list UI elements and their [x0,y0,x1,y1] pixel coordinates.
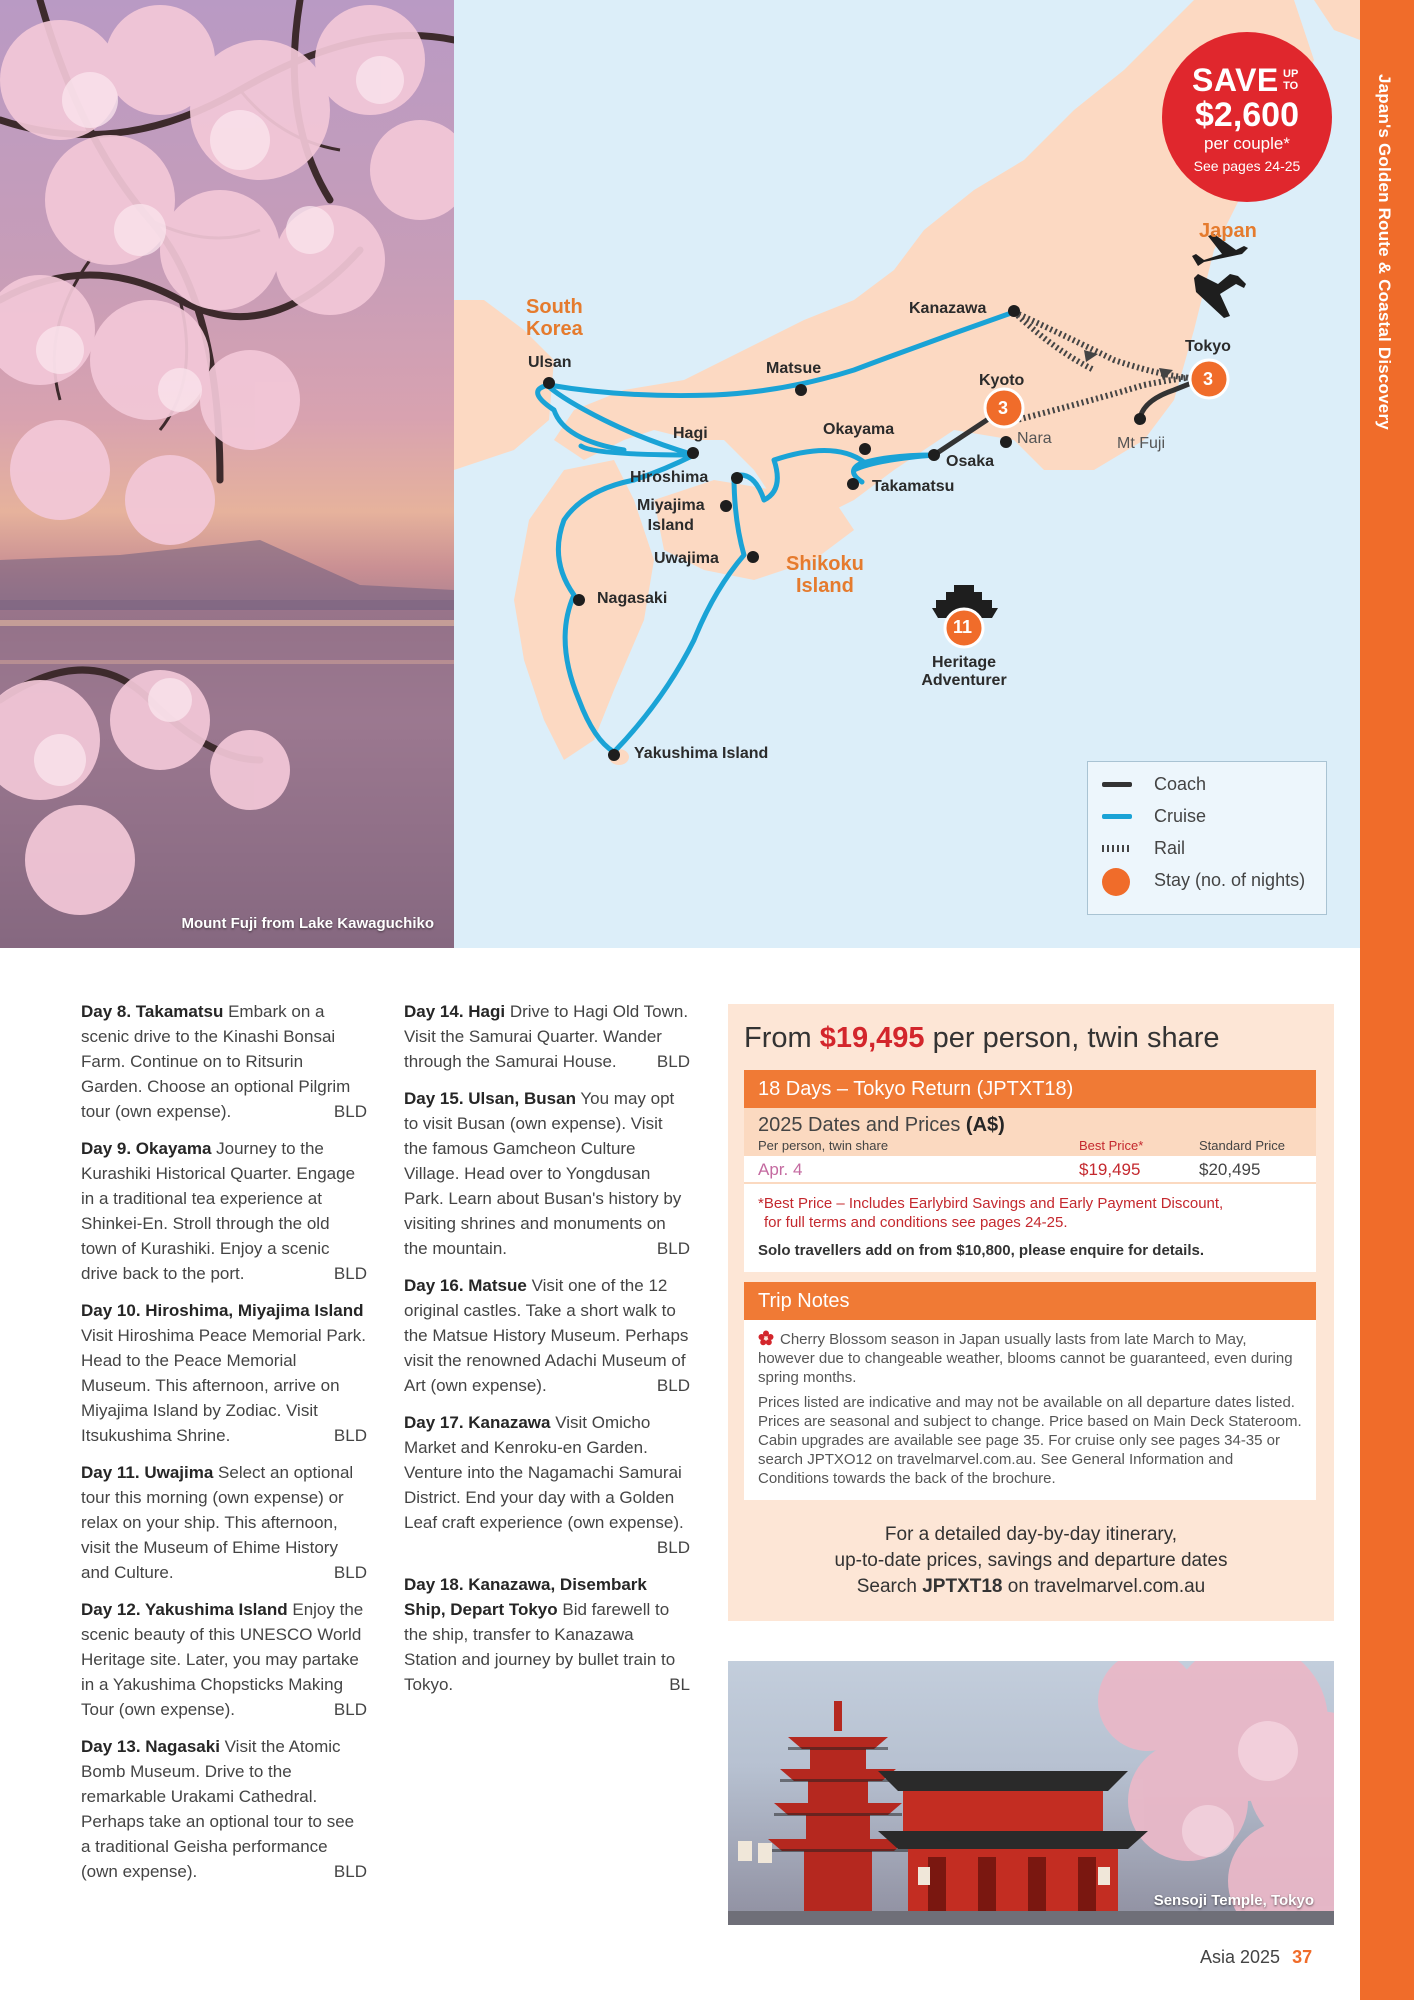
solo-note: Solo travellers add on from $10,800, please enquire for details. [758,1242,1204,1259]
day-meals: BLD [333,1700,367,1719]
section-title: Japan's Golden Route & Coastal Discovery [1375,74,1394,430]
day-title: Day 13. Nagasaki [81,1737,220,1756]
map-label-ulsan: Ulsan [528,354,572,371]
itinerary-day [404,1410,690,1560]
row-best-price: $19,495 [1079,1160,1141,1179]
map-label-nagasaki: Nagasaki [597,590,668,607]
trip-notes-panel [744,1320,1316,1500]
legend-rail: Rail [1100,836,1185,860]
badge-save: SAVE [1192,62,1279,98]
map-label-tokyo: Tokyo [1185,338,1231,355]
row-standard-price: $20,495 [1199,1160,1261,1179]
map-label-uwajima: Uwajima [654,550,719,567]
best-note-line-2: for full terms and conditions see pages 24-25. [764,1214,1068,1231]
cta-site-link[interactable]: on travelmarvel.com.au [1002,1576,1206,1597]
dates-title [758,1114,1005,1137]
trip-note-2: Prices listed are indicative and may not be available on all departure dates listed. Prices are seasonal and subject to change. Price based on Main Deck Stateroom. Cabin upgrades are available see page 35. For cruise only see pages 34-35 or search JPTXO12 on travelmarvel.com.au. See General Information and Conditions towards the back of the brochure. [758,1394,1302,1487]
trip-note-blossom [758,1330,1302,1387]
map-label-matsue: Matsue [766,360,822,377]
map-label-okayama: Okayama [823,421,895,438]
cta-search: Search [856,1576,923,1597]
legend-coach: Coach [1100,772,1206,796]
page-number: 37 [1292,1947,1313,1967]
map-label-hagi: Hagi [673,425,708,442]
price-amount: $19,495 [819,1022,925,1054]
day-title: Day 11. Uwajima [81,1463,214,1482]
map-label-nara: Nara [1017,430,1052,447]
badge-couple: per couple* [1203,134,1290,153]
day-text: You may opt to visit Busan (own expense). Visit the famous Gamcheon Culture Village. Head over to Yongdusan Park. Learn about Busan's history by visiting shrines and monuments on the mountain. [404,1089,682,1258]
legend-stay: Stay (no. of nights) [1100,868,1305,892]
day-meals: BL [669,1675,690,1694]
region-south-korea: South Korea [526,296,583,340]
badge-upto: UP TO [1283,68,1299,92]
itinerary-day [404,1086,690,1261]
day-title: Day 14. Hagi [404,1002,506,1021]
map-label-hiroshima: Hiroshima [630,469,709,486]
dates-prices-table [744,1108,1316,1272]
day-text: Visit Omicho Market and Kenroku-en Garden. Venture into the Nagamachi Samurai District. End your day with a Golden Leaf craft experience (own expense). [404,1413,684,1532]
stay-nights-ship: 11 [953,617,973,637]
col-per-person: Per person, twin share [758,1138,889,1153]
photo-caption: Mount Fuji from Lake Kawaguchiko [181,915,434,932]
trip-note-1: Cherry Blossom season in Japan usually lasts from late March to May, however due to changeable weather, blooms cannot be guaranteed, even during spring months. [758,1331,1293,1386]
itinerary-day [81,999,367,1124]
map-label-miyajima: Miyajima Island [637,497,705,534]
itinerary-day [404,1572,690,1697]
map-label-osaka: Osaka [946,453,995,470]
cherry-blossom-icon [758,1330,774,1346]
map-legend [1087,761,1327,915]
day-title: Day 8. Takamatsu [81,1002,224,1021]
region-shikoku: Shikoku Island [786,553,864,597]
route-map [454,0,1360,948]
day-meals: BLD [333,1563,367,1582]
map-label-kyoto: Kyoto [979,372,1025,389]
day-text: Journey to the Kurashiki Historical Quarter. Engage in a traditional tea experience at Shinkei-En. Stroll through the old town of Kurashiki. Enjoy a scenic drive back to the port. [81,1139,356,1283]
day-meals: BLD [333,1862,367,1881]
itinerary-day [81,1734,367,1884]
day-text: Drive to Hagi Old Town. Visit the Samurai Quarter. Wander through the Samurai House. [404,1002,689,1071]
day-meals: BLD [333,1102,367,1121]
trip-notes-bar: Trip Notes [744,1282,1316,1320]
table-row [744,1156,1316,1184]
day-text: Visit one of the 12 original castles. Take a short walk to the Matsue History Museum. Perhaps visit the renowned Adachi Museum of Art (own expense). [404,1276,689,1395]
section-side-bar [1360,0,1414,2000]
day-text: Visit the Atomic Bomb Museum. Drive to the remarkable Urakami Cathedral. Perhaps take an optional tour to see a traditional Geisha performance (own expense). [81,1737,355,1881]
day-title: Day 12. Yakushima Island [81,1600,288,1619]
itinerary-day [404,999,690,1074]
badge-amount: $2,600 [1195,96,1299,134]
cta-line-1: For a detailed day-by-day itinerary, [884,1524,1178,1545]
day-meals: BLD [656,1052,690,1071]
best-price-note [758,1194,1223,1232]
day-meals: BLD [333,1264,367,1283]
price-from: From [744,1022,820,1054]
ship-label: Heritage Adventurer [921,654,1007,689]
day-title: Day 18. Kanazawa, Disembark Ship, Depart Tokyo [404,1575,647,1619]
itinerary-cta [728,1522,1334,1600]
day-meals: BLD [656,1239,690,1258]
col-standard-price: Standard Price [1199,1138,1285,1153]
dates-currency: (A$) [965,1114,1005,1136]
badge-pages: See pages 24-25 [1193,158,1301,174]
itinerary-column-1 [81,999,367,1896]
cta-line-3 [728,1574,1334,1600]
sensoji-temple-photo [728,1661,1334,1925]
cherry-blossom-photo [0,0,454,948]
best-note-line-1: *Best Price – Includes Earlybird Savings and Early Payment Discount, [758,1195,1224,1212]
day-text: Visit Hiroshima Peace Memorial Park. Head to the Peace Memorial Museum. This afternoon, arrive on Miyajima Island by Zodiac. Visit Itsukushima Shrine. [81,1326,366,1445]
footer-section: Asia 2025 [1200,1947,1281,1967]
price-box [728,1004,1334,1621]
itinerary-day [404,1273,690,1398]
day-meals: BLD [333,1426,367,1445]
day-text: Select an optional tour this morning (own expense) or relax on your ship. This afternoon, visit the Museum of Ehime History and Culture. [81,1463,354,1582]
itinerary-day [81,1298,367,1448]
cta-line-2: up-to-date prices, savings and departure dates [834,1550,1228,1571]
day-text: Bid farewell to the ship, transfer to Kanazawa Station and journey by bullet train to Tokyo. [404,1600,676,1694]
col-best-price: Best Price* [1079,1138,1144,1153]
day-title: Day 16. Matsue [404,1276,527,1295]
price-suffix: per person, twin share [924,1022,1220,1054]
stay-nights-kyoto: 3 [998,398,1009,418]
cta-code: JPTXT18 [922,1576,1003,1597]
itinerary-day [81,1460,367,1585]
map-label-yakushima: Yakushima Island [634,745,769,762]
day-text: Enjoy the scenic beauty of this UNESCO World Heritage site. Later, you may partake in a Yakushima Chopsticks Making Tour (own expense). [81,1600,364,1719]
price-heading [744,1022,1220,1055]
tour-name-bar: 18 Days – Tokyo Return (JPTXT18) [744,1070,1316,1108]
day-title: Day 15. Ulsan, Busan [404,1089,576,1108]
dates-table-header [744,1108,1316,1156]
dates-title-text: 2025 Dates and Prices [758,1114,966,1136]
itinerary-column-2 [404,999,690,1709]
day-text: Embark on a scenic drive to the Kinashi Bonsai Farm. Continue on to Ritsurin Garden. Choose an optional Pilgrim tour (own expense). [81,1002,351,1121]
day-title: Day 10. Hiroshima, Miyajima Island [81,1301,364,1320]
region-japan: Japan [1199,220,1257,242]
day-meals: BLD [656,1538,690,1557]
photo-caption: Sensoji Temple, Tokyo [1153,1892,1314,1909]
legend-cruise: Cruise [1100,804,1206,828]
itinerary-day [81,1136,367,1286]
day-title: Day 17. Kanazawa [404,1413,551,1432]
map-label-mt-fuji: Mt Fuji [1117,435,1165,452]
map-label-takamatsu: Takamatsu [872,478,955,495]
map-label-kanazawa: Kanazawa [909,300,987,317]
page-footer [1200,1947,1312,1968]
day-meals: BLD [656,1376,690,1395]
itinerary-day [81,1597,367,1722]
row-date: Apr. 4 [758,1160,803,1179]
stay-nights-tokyo: 3 [1203,369,1214,389]
day-title: Day 9. Okayama [81,1139,212,1158]
